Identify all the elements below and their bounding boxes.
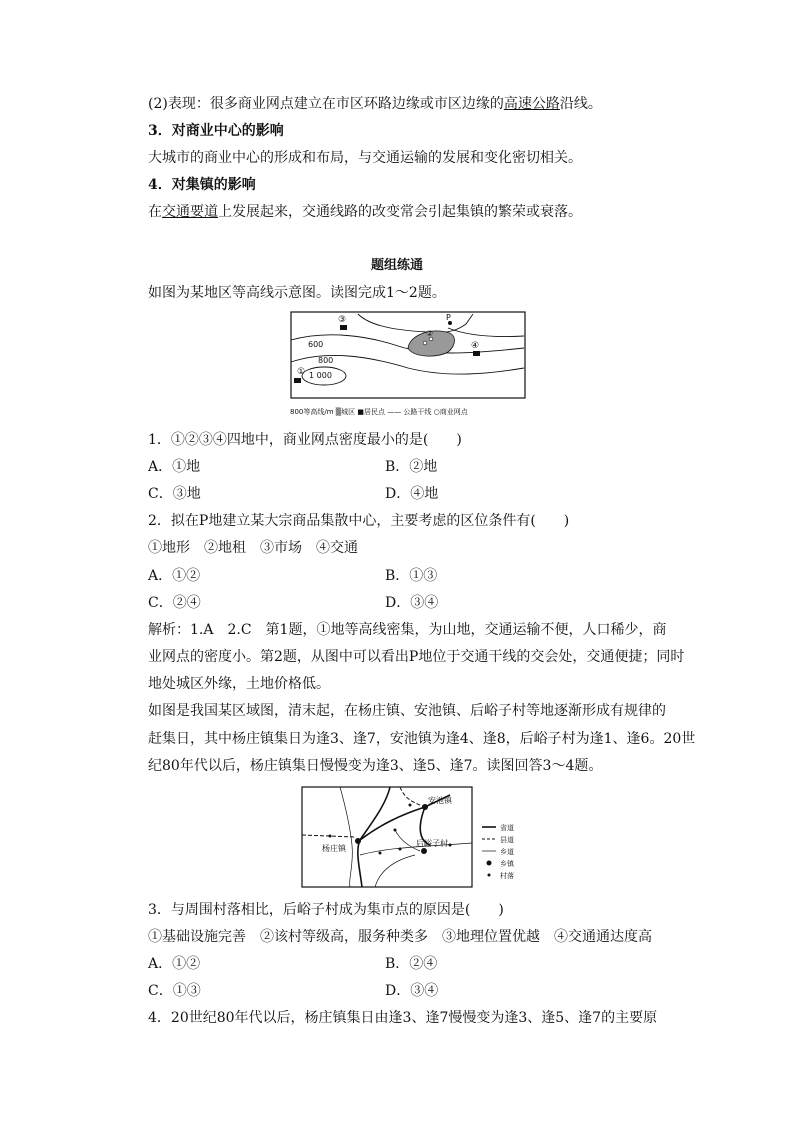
- label-p2: ②: [426, 329, 434, 338]
- legend-town-icon: [487, 861, 492, 866]
- settlement-3: [340, 325, 347, 330]
- underlined-text: 交通要道: [162, 204, 218, 220]
- label-houyu: 后峪子村: [416, 839, 448, 848]
- label-1000: 1 000: [309, 371, 332, 380]
- map-legend: 800等高线/m ▒城区 ■居民点 —— 公路干线 ○商业网点: [290, 408, 468, 416]
- county-road: [400, 787, 425, 807]
- option-a: A．①②: [148, 568, 201, 584]
- text: 在: [148, 204, 162, 220]
- question-2-items: ①地形 ②地租 ③市场 ④交通: [148, 540, 358, 556]
- settlement-1: [294, 378, 301, 383]
- question-2: 2．拟在P地建立某大宗商品集散中心，主要考虑的区位条件有( ): [148, 513, 570, 529]
- label-600: 600: [308, 340, 324, 349]
- township-road: [375, 855, 415, 887]
- underlined-text: 高速公路: [503, 96, 560, 112]
- commercial-point: [423, 341, 427, 345]
- text: (2)表现：很多商业网点建立在市区环路边缘或市区边缘的: [148, 96, 504, 112]
- option-d: D．③④: [385, 983, 439, 999]
- label-P: P: [446, 313, 451, 322]
- legend-label: 县道: [500, 836, 514, 844]
- intro-text: 纪80年代以后，杨庄镇集日慢慢变为逢3、逢5、逢7。读图回答3～4题。: [148, 758, 603, 774]
- analysis-line: 业网点的密度小。第2题，从图中可以看出P地位于交通干线的交会处，交通便捷；同时: [148, 649, 685, 665]
- label-anchi: 安池镇: [428, 796, 452, 805]
- analysis-line: 解析：1.A 2.C 第1题，①地等高线密集，为山地，交通运输不便，人口稀少，商: [148, 622, 667, 638]
- text: 沿线。: [559, 96, 602, 112]
- text-line: [148, 94, 602, 114]
- option-b: B．①③: [385, 568, 438, 584]
- question-4: 4．20世纪80年代以后，杨庄镇集日由逢3、逢7慢慢变为逢3、逢5、逢7的主要原: [148, 1010, 658, 1026]
- section-title: 题组练通: [370, 258, 423, 273]
- village-dot: [394, 829, 397, 832]
- label-yangzhuang: 杨庄镇: [322, 844, 346, 853]
- question-1: 1．①②③④四地中，商业网点密度最小的是( ): [148, 432, 462, 448]
- option-c: C．③地: [148, 486, 201, 502]
- intro-text: 如图为某地区等高线示意图。读图完成1～2题。: [148, 285, 446, 301]
- region-map: [300, 785, 532, 889]
- option-d: D．③④: [385, 595, 439, 611]
- contour-map: [288, 310, 528, 418]
- option-d: D．④地: [385, 486, 439, 502]
- town-yangzhuang: [355, 838, 361, 844]
- village-houyu: [421, 848, 427, 854]
- legend-label: 村落: [500, 872, 514, 880]
- text-line: 大城市的商业中心的形成和布局，与交通运输的发展和变化密切相关。: [148, 150, 582, 166]
- option-c: C．①③: [148, 983, 201, 999]
- label-800: 800: [318, 356, 334, 365]
- heading-4: 4．对集镇的影响: [148, 177, 256, 193]
- text: 上发展起来，交通线路的改变常会引起集镇的繁荣或衰落。: [218, 204, 582, 220]
- village-dot: [329, 835, 332, 838]
- village-dot: [399, 848, 402, 851]
- analysis-line: 地处城区外缘，土地价格低。: [148, 676, 330, 692]
- option-b: B．②地: [385, 459, 438, 475]
- settlement-4: [473, 351, 480, 356]
- label-p3: ③: [338, 315, 347, 325]
- option-b: B．②④: [385, 956, 438, 972]
- road-line: [358, 314, 473, 333]
- legend-village-icon: [488, 874, 491, 877]
- option-a: A．①地: [148, 459, 201, 475]
- question-3-items: ①基础设施完善 ②该村等级高，服务种类多 ③地理位置优越 ④交通通达度高: [148, 929, 652, 945]
- legend-label: 乡道: [500, 848, 514, 856]
- text-line: [148, 202, 582, 222]
- legend-label: 乡镇: [500, 860, 514, 868]
- intro-text: 赶集日，其中杨庄镇集日为逢3、逢7，安池镇为逢4、逢8，后峪子村为逢1、逢6。20世: [148, 731, 696, 747]
- village-dot: [379, 852, 382, 855]
- village-dot: [449, 844, 452, 847]
- provincial-road: [358, 787, 390, 887]
- label-p4: ④: [471, 341, 480, 351]
- legend-label: 省道: [500, 824, 514, 832]
- contour-line: [291, 335, 524, 353]
- question-3: 3．与周围村落相比，后峪子村成为集市点的原因是( ): [148, 902, 504, 918]
- intro-text: 如图是我国某区域图，清末起，在杨庄镇、安池镇、后峪子村等地逐渐形成有规律的: [148, 703, 666, 719]
- road-line: [448, 328, 524, 337]
- village-dot: [409, 804, 412, 807]
- heading-3: 3．对商业中心的影响: [148, 123, 284, 139]
- option-c: C．②④: [148, 595, 201, 611]
- label-p1: ①: [297, 367, 306, 377]
- option-a: A．①②: [148, 956, 201, 972]
